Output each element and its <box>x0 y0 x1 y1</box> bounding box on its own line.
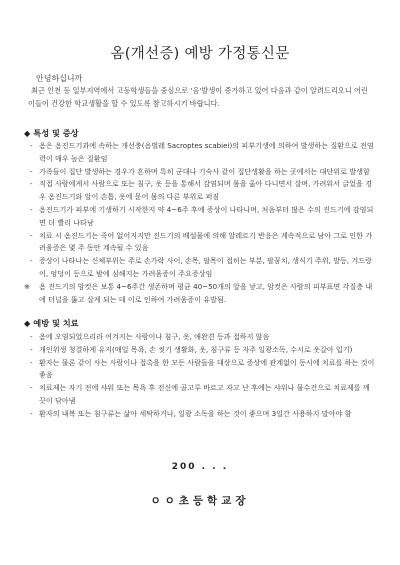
school-signature: ㅇㅇ초등학교장 <box>150 495 250 507</box>
section-heading-prevention <box>24 318 79 329</box>
list-item: - 환자는 물론 같이 사는 사람이나 접촉을 한 모든 사람들을 대상으로 증상에 관계없이 동시에 치료를 하는 것이 좋음 <box>30 357 375 380</box>
list-item: - 환자의 내복 또는 침구류는 삶아 세탁하거나, 일광 소독을 하는 것이 좋으며 3일간 사용하지 말아야 함 <box>30 408 352 418</box>
list-item: - 옴진드기가 피부에 기생하기 시작한지 약 4~6주 후에 증상이 나타나며, 처음부터 많은 수의 진드기에 감염되면 더 빨리 나타남 <box>30 204 374 227</box>
section-heading-label: 예방 및 치료 <box>33 318 79 328</box>
list-item: - 직접 사람에게서 사람으로 또는 침구, 옷 등을 통해서 감염되며 몸을 옮아 다니면서 살며, 가려워서 긁었을 경우 옴진드기와 알이 손톱, 옷에 묻어 몸의 다른 부위로 퍼짐 <box>30 179 372 202</box>
intro-paragraph: 최근 인천 등 일부지역에서 고등학생들을 중심으로 '옴'발생이 증가하고 있어 다음과 같이 알려드리오니 어린이들이 건강한 학교생활을 할 수 있도록 참고하시기 바랍니다. <box>28 86 368 108</box>
section-heading-symptoms <box>24 128 79 139</box>
list-item: - 증상이 나타나는 신체부위는 주로 손가락 사이, 손목, 팔목이 접히는 부분, 팔꿈치, 생식기 주위, 발등, 겨드랑이, 엉덩이 등으로 밤에 심해지는 가려움증이 주요증상임 <box>30 256 372 278</box>
section-heading-label: 특성 및 증상 <box>33 128 79 138</box>
reference-mark-icon: ※ <box>24 281 30 291</box>
page-title: 옴(개선증) 예방 가정통신문 <box>110 46 290 62</box>
note-item: ※ 옴 진드기의 암컷은 보통 4~6주간 생존하며 평균 40~50개의 알을 낳고, 암컷은 사람의 피부표면 각질층 내에 터널을 뚫고 살게 되는 데 이로 인하여 가려움증이 유발됨. <box>24 281 373 304</box>
list-item: - 가족들이 집단 발생하는 경우가 흔하며 특히 군대나 기숙사 같이 집단생활을 하는 곳에서는 대단위로 발생함 <box>30 166 370 176</box>
list-item: - 치료 시 옴진드기는 죽어 없어지지만 진드기의 배설물에 의해 알레르기 반응은 계속적으로 남아 그로 인한 가려움증은 몇 주 동안 계속될 수 있음 <box>30 230 373 253</box>
list-item: - 옴은 옴진드기과에 속하는 개선충(옴벌레 Sacroptes scabiei)의 피부기생에 의하여 발생하는 질환으로 전염력이 매우 높은 질환임 <box>30 141 374 163</box>
prevention-list <box>30 331 375 421</box>
greeting: 안녕하십니까 <box>36 74 83 83</box>
list-item: - 개인위생 청결하게 유지(매일 목욕, 손 씻기 생활화, 옷, 침구류 등 자주 일광소독, 수시로 옷갈아 입기) <box>30 344 353 354</box>
list-item: - 옴에 오염되었으리라 여겨지는 사람이나 침구, 옷, 애완견 등과 접하지 않음 <box>30 332 270 341</box>
diamond-icon: ◆ <box>24 128 31 138</box>
symptoms-list <box>24 140 375 306</box>
date-line: 200 . . . <box>171 462 229 472</box>
diamond-icon: ◆ <box>24 318 31 328</box>
list-item: - 치료제는 자기 전에 샤워 또는 목욕 후 전신에 골고루 바르고 자고 난 후에는 샤워나 물수건으로 치료제를 깨끗이 닦아냄 <box>30 383 370 405</box>
